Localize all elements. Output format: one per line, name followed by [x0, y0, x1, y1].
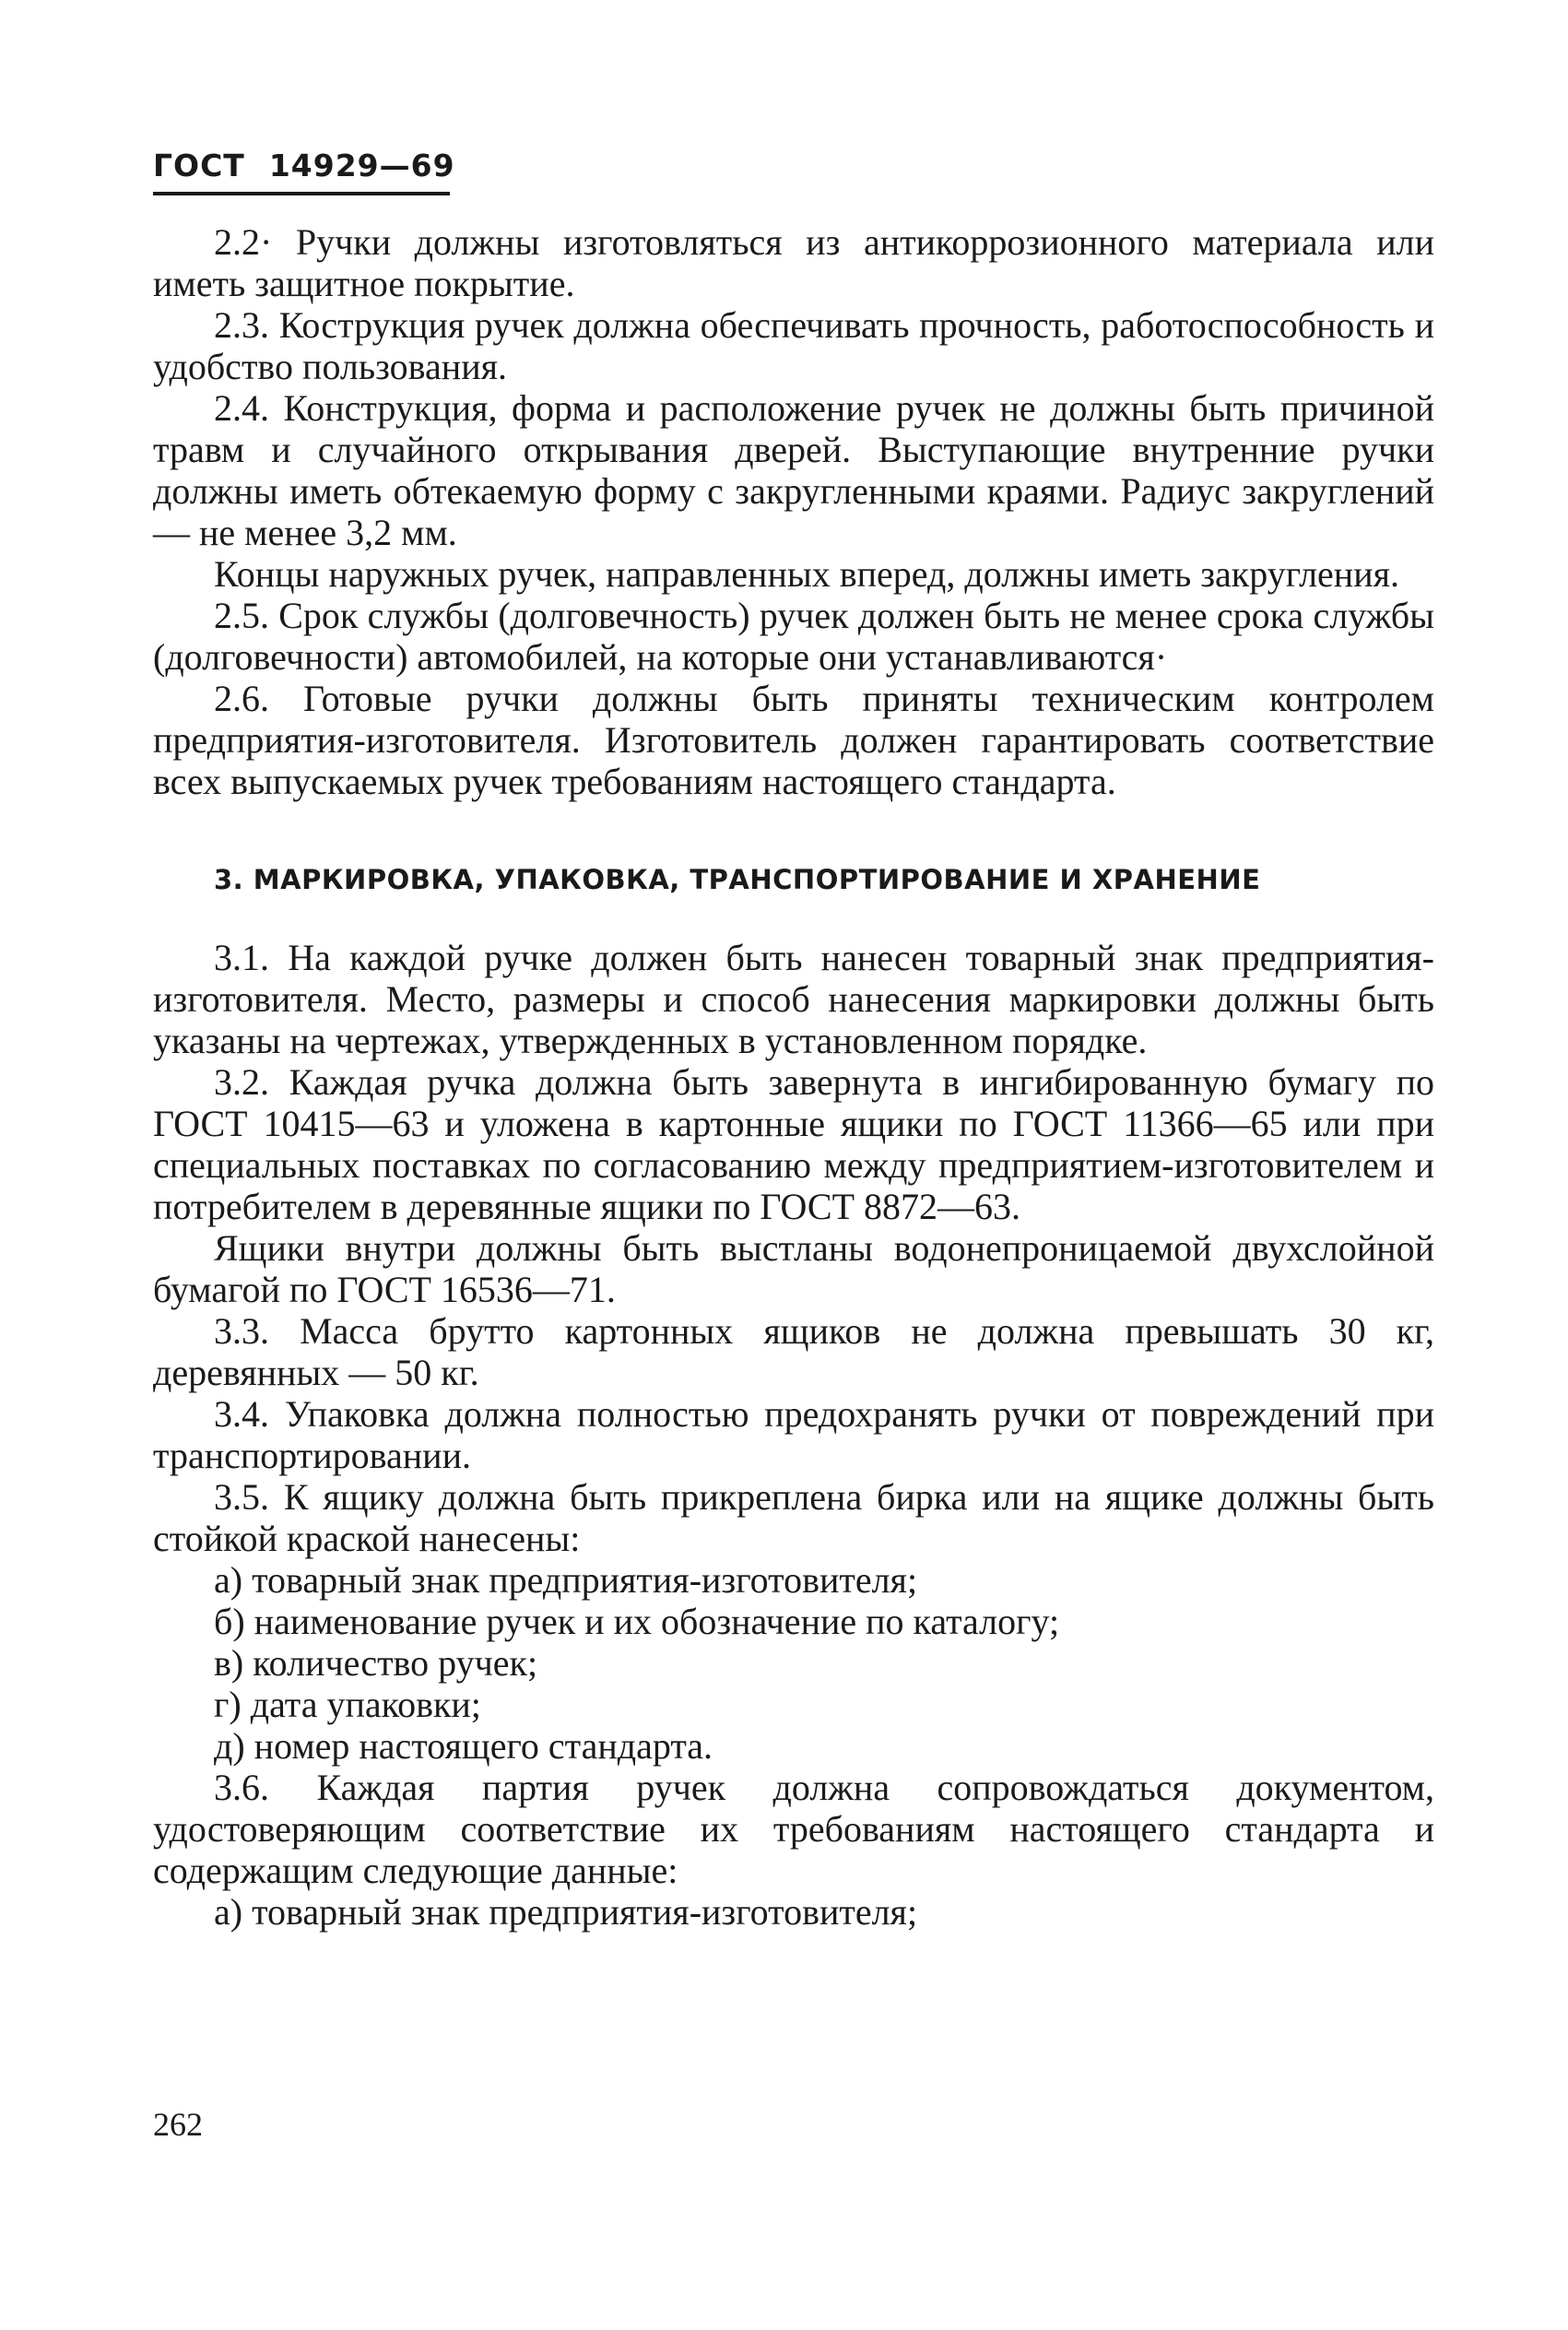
list-item: д) номер настоящего стандарта. [214, 1725, 713, 1767]
section-3-heading: 3. МАРКИРОВКА, УПАКОВКА, ТРАНСПОРТИРОВАНИЕ И ХРАНЕНИЕ [214, 864, 1261, 895]
paragraph-3-1: 3.1. На каждой ручке должен быть нанесен товарный знак предприятия-изготовителя. Место, размеры и способ нанесения маркировки должны быть указаны на чертежах, утвержденных в установленном порядке. [153, 937, 1434, 1061]
paragraph-3-6: 3.6. Каждая партия ручек должна сопровождаться документом, удостоверяющим соответствие их требованиям настоящего стандарта и содержащим следующие данные: [153, 1767, 1434, 1891]
list-item: в) количество ручек; [214, 1642, 538, 1684]
standard-label: ГОСТ [153, 148, 245, 183]
list-item: а) товарный знак предприятия-изготовителя; [214, 1559, 918, 1601]
list-3-5 [153, 1559, 1434, 1767]
header-divider [153, 192, 450, 195]
page-body [153, 221, 1434, 1933]
paragraph-2-4: 2.4. Конструкция, форма и расположение ручек не должны быть причиной травм и случайного открывания дверей. Выступающие внутренние ручки должны иметь обтекаемую форму с закругленными краями. Радиус закруглений — не менее 3,2 мм. [153, 387, 1434, 553]
paragraph-2-5: 2.5. Срок службы (долговечность) ручек должен быть не менее срока службы (долговечности) автомобилей, на которые они устанавливаются· [153, 595, 1434, 678]
paragraph-3-5: 3.5. К ящику должна быть прикреплена бирка или на ящике должны быть стойкой краской нанесены: [153, 1476, 1434, 1559]
list-item: г) дата упаковки; [214, 1684, 481, 1725]
paragraph-3-2: 3.2. Каждая ручка должна быть завернута в ингибированную бумагу по ГОСТ 10415—63 и уложена в картонные ящики по ГОСТ 11366—65 или при специальных поставках по согласованию между предприятием-изготовителем и потребителем в деревянные ящики по ГОСТ 8872—63. [153, 1061, 1434, 1227]
document-header [153, 148, 455, 183]
paragraph-3-2-cont: Ящики внутри должны быть выстланы водонепроницаемой двухслойной бумагой по ГОСТ 16536—71. [153, 1227, 1434, 1310]
page-number: 262 [153, 2106, 203, 2143]
standard-number: 14929—69 [268, 148, 455, 183]
paragraph-2-4-cont: Концы наружных ручек, направленных вперед, должны иметь закругления. [214, 553, 1400, 595]
paragraph-2-3: 2.3. Кострукция ручек должна обеспечивать прочность, работоспособность и удобство пользования. [153, 304, 1434, 387]
paragraph-3-4: 3.4. Упаковка должна полностью предохранять ручки от повреждений при транспортировании. [153, 1393, 1434, 1476]
list-item: а) товарный знак предприятия-изготовителя; [214, 1891, 918, 1933]
paragraph-2-6: 2.6. Готовые ручки должны быть приняты техническим контролем предприятия-изготовителя. Изготовитель должен гарантировать соответствие всех выпускаемых ручек требованиям настоящего стандарта. [153, 678, 1434, 802]
list-item: б) наименование ручек и их обозначение по каталогу; [214, 1601, 1060, 1642]
paragraph-2-2: 2.2· Ручки должны изготовляться из антикоррозионного материала или иметь защитное покрытие. [153, 221, 1434, 304]
list-3-6 [153, 1891, 1434, 1933]
paragraph-3-3: 3.3. Масса брутто картонных ящиков не должна превышать 30 кг, деревянных — 50 кг. [153, 1310, 1434, 1393]
